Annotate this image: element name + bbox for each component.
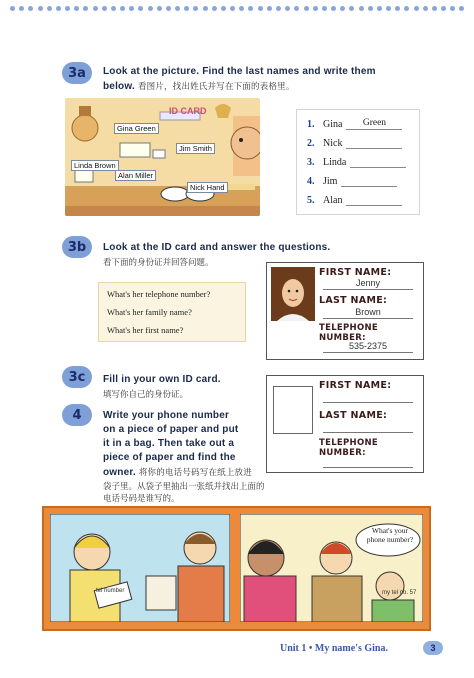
- border-dot: [423, 6, 428, 11]
- border-dot: [74, 6, 79, 11]
- border-dot: [294, 6, 299, 11]
- section-4-line5: owner.: [103, 467, 136, 478]
- border-dot: [459, 6, 464, 11]
- border-dot: [248, 6, 253, 11]
- border-dot: [102, 6, 107, 11]
- photo-placeholder[interactable]: [273, 386, 313, 434]
- first-name-label: FIRST NAME:: [319, 380, 392, 391]
- border-dot: [157, 6, 162, 11]
- border-dot: [340, 6, 345, 11]
- section-3a-answer-box: [296, 109, 420, 215]
- border-dot: [175, 6, 180, 11]
- answer-blank[interactable]: [346, 194, 402, 206]
- answer-row-2: [307, 137, 402, 149]
- top-dotted-border: [10, 6, 465, 14]
- border-dot: [395, 6, 400, 11]
- own-id-card: [266, 375, 424, 473]
- section-4-cn3: 电话号码是谁写的。: [103, 493, 180, 503]
- question-3: What's her first name?: [107, 325, 184, 335]
- border-dot: [83, 6, 88, 11]
- answer-blank[interactable]: [350, 156, 406, 168]
- border-dot: [322, 6, 327, 11]
- name-tag-nick: Nick Hand: [187, 182, 228, 193]
- border-dot: [441, 6, 446, 11]
- border-dot: [239, 6, 244, 11]
- border-dot: [313, 6, 318, 11]
- section-4-line1: Write your phone number: [103, 410, 230, 421]
- question-1: What's her telephone number?: [107, 289, 211, 299]
- border-dot: [230, 6, 235, 11]
- border-dot: [184, 6, 189, 11]
- last-name-label: LAST NAME:: [319, 295, 388, 306]
- first-name-value: Jenny: [323, 278, 413, 290]
- section-3c-instruction: Fill in your own ID card.: [103, 374, 221, 385]
- border-dot: [331, 6, 336, 11]
- section-3b-badge: 3b: [62, 236, 92, 258]
- phone-label: TELEPHONE NUMBER:: [319, 323, 379, 343]
- section-4-cn1: 将你的电话号码写在纸上放进: [138, 467, 252, 477]
- name-tag-gina: Gina Green: [114, 123, 159, 134]
- border-dot: [258, 6, 263, 11]
- section-3a-instruction: Look at the picture. Find the last names and write them: [103, 66, 376, 77]
- jenny-id-card: [266, 262, 424, 360]
- border-dot: [450, 6, 455, 11]
- section-3b-instruction: Look at the ID card and answer the questions.: [103, 242, 331, 253]
- section-4-line2: on a piece of paper and put: [103, 424, 239, 435]
- name-tag-linda: Linda Brown: [71, 160, 119, 171]
- border-dot: [129, 6, 134, 11]
- answer-blank[interactable]: [346, 137, 402, 149]
- section-3a-instruction-cn: 看图片，找出姓氏并写在下面的表格里。: [137, 81, 295, 91]
- answer-first-name: Alan: [323, 195, 343, 206]
- border-dot: [386, 6, 391, 11]
- border-dot: [10, 6, 15, 11]
- last-name-blank[interactable]: [323, 421, 413, 433]
- section-4-badge: 4: [62, 404, 92, 426]
- answer-blank[interactable]: [341, 175, 397, 187]
- section-3a-instruction-line2: [103, 80, 295, 92]
- border-dot: [120, 6, 125, 11]
- footer-unit-title: [280, 643, 388, 654]
- border-dot: [377, 6, 382, 11]
- border-dot: [28, 6, 33, 11]
- section-4-cn2: 袋子里。从袋子里抽出一张纸并找出上面的: [103, 481, 265, 491]
- answer-first-name: Gina: [323, 119, 343, 130]
- last-name-label: LAST NAME:: [319, 410, 388, 421]
- section-4-line5-row: [103, 466, 252, 478]
- answer-blank[interactable]: Green: [346, 118, 402, 130]
- comic-note-1: tel number: [96, 588, 125, 594]
- border-dot: [38, 6, 43, 11]
- border-dot: [285, 6, 290, 11]
- phone-blank[interactable]: [323, 456, 413, 468]
- answer-number: 3.: [307, 157, 315, 168]
- name-tag-alan: Alan Miller: [115, 170, 156, 181]
- comic-panel-left: [50, 514, 230, 622]
- footer-unit: Unit 1: [280, 643, 307, 654]
- border-dot: [221, 6, 226, 11]
- first-name-blank[interactable]: [323, 391, 413, 403]
- border-dot: [368, 6, 373, 11]
- section-3a-picture: [65, 98, 260, 216]
- question-2: What's her family name?: [107, 307, 192, 317]
- id-card-title: ID CARD: [169, 106, 207, 116]
- border-dot: [349, 6, 354, 11]
- border-dot: [111, 6, 116, 11]
- border-dot: [267, 6, 272, 11]
- answer-row-1: [307, 118, 402, 130]
- answer-row-4: [307, 175, 397, 187]
- border-dot: [193, 6, 198, 11]
- border-dot: [212, 6, 217, 11]
- section-4-line4: piece of paper and find the: [103, 452, 236, 463]
- comic-note-2: my tel no. 57: [382, 590, 417, 596]
- border-dot: [432, 6, 437, 11]
- border-dot: [138, 6, 143, 11]
- comic-strip: [42, 506, 431, 631]
- border-dot: [148, 6, 153, 11]
- answer-first-name: Linda: [323, 157, 347, 168]
- border-dot: [166, 6, 171, 11]
- answer-number: 2.: [307, 138, 315, 149]
- answer-number: 4.: [307, 176, 315, 187]
- page-number: 3: [423, 641, 443, 655]
- first-name-label: FIRST NAME:: [319, 267, 392, 278]
- border-dot: [65, 6, 70, 11]
- answer-row-3: [307, 156, 406, 168]
- border-dot: [47, 6, 52, 11]
- answer-first-name: Nick: [323, 138, 343, 149]
- border-dot: [19, 6, 24, 11]
- phone-value: 535-2375: [323, 341, 413, 353]
- border-dot: [404, 6, 409, 11]
- last-name-value: Brown: [323, 307, 413, 319]
- answer-number: 5.: [307, 195, 315, 206]
- border-dot: [93, 6, 98, 11]
- section-3a-badge: 3a: [62, 62, 92, 84]
- answer-number: 1.: [307, 119, 315, 130]
- footer-title: My name's Gina.: [314, 643, 388, 654]
- border-dot: [56, 6, 61, 11]
- section-3c-instruction-cn: 填写你自己的身份证。: [103, 389, 189, 399]
- border-dot: [414, 6, 419, 11]
- section-4-line3: it in a bag. Then take out a: [103, 438, 235, 449]
- name-tag-jim: Jim Smith: [176, 143, 215, 154]
- section-3a-instruction-below: below.: [103, 81, 135, 92]
- phone-label: TELEPHONE NUMBER:: [319, 438, 379, 458]
- border-dot: [203, 6, 208, 11]
- section-3b-instruction-cn: 看下面的身份证并回答问题。: [103, 257, 214, 267]
- comic-speech-bubble: What's your phone number?: [366, 526, 414, 544]
- answer-first-name: Jim: [323, 176, 338, 187]
- border-dot: [359, 6, 364, 11]
- jenny-photo: [271, 267, 315, 321]
- questions-box: [98, 282, 246, 342]
- footer-bullet: •: [308, 643, 313, 654]
- section-3c-badge: 3c: [62, 366, 92, 388]
- border-dot: [276, 6, 281, 11]
- answer-row-5: [307, 194, 402, 206]
- office-illustration: [65, 98, 260, 216]
- border-dot: [304, 6, 309, 11]
